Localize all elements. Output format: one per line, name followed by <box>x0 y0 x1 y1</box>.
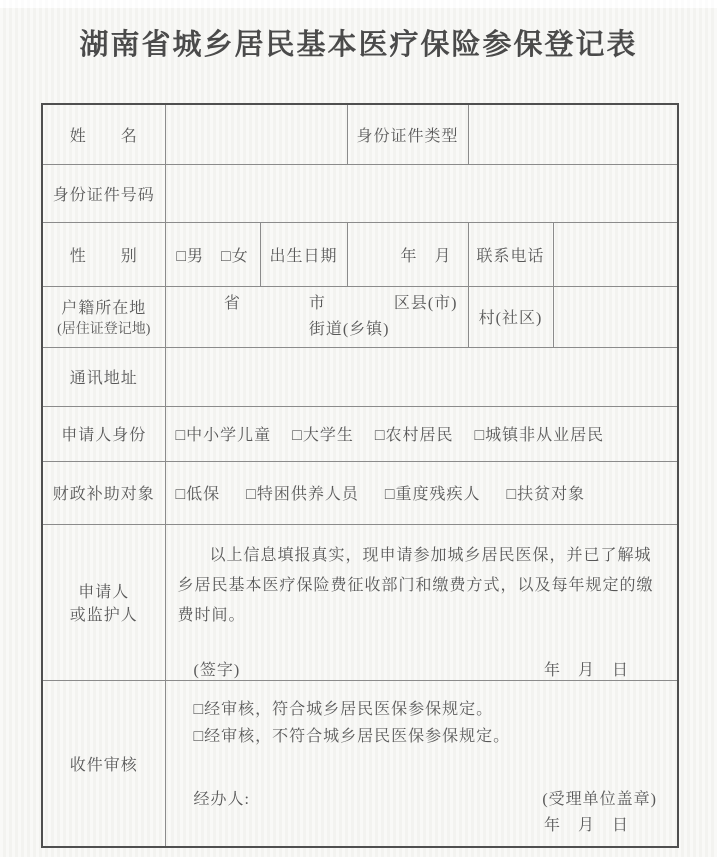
checkbox-option-disabled[interactable]: □重度残疾人 <box>384 486 481 503</box>
checkbox-option-urban-nonworking[interactable]: □城镇非从业居民 <box>474 427 605 444</box>
review-cell <box>165 680 678 847</box>
row-declaration <box>42 524 678 680</box>
residence-street-line: 街道(乡镇) <box>308 320 390 338</box>
checkbox-option-dibao[interactable]: □低保 <box>175 486 221 503</box>
checkbox-option-female[interactable]: □女 <box>221 247 249 265</box>
residence-label-line1: 户籍所在地 <box>61 300 147 317</box>
name-label: 姓 名 <box>42 104 165 164</box>
mailing-address-label: 通讯地址 <box>42 347 165 406</box>
birth-date-input-cell[interactable]: 年 月 <box>347 222 468 286</box>
row-subsidy <box>42 461 678 524</box>
name-input-cell[interactable] <box>165 104 347 164</box>
review-date-placeholder: 年 月 日 <box>543 816 629 834</box>
id-type-input-cell[interactable] <box>468 104 678 164</box>
row-id-number <box>42 164 678 222</box>
checkbox-option-review-rejected[interactable]: □经审核，不符合城乡居民医保参保规定。 <box>193 727 511 745</box>
checkbox-option-tekun[interactable]: □特困供养人员 <box>246 486 359 503</box>
seal-label: (受理单位盖章) <box>542 790 657 808</box>
village-input-cell[interactable] <box>553 286 678 347</box>
subsidy-options-cell <box>165 461 678 524</box>
checkbox-option-male[interactable]: □男 <box>176 247 204 265</box>
mailing-address-input-cell[interactable] <box>165 347 678 406</box>
row-gender-birth-phone <box>42 222 678 286</box>
declaration-cell <box>165 524 678 680</box>
review-label: 收件审核 <box>42 680 165 847</box>
row-review <box>42 680 678 847</box>
row-name <box>42 104 678 164</box>
residence-input-cell[interactable] <box>165 286 468 347</box>
residence-region-line: 省 市 区县(市) <box>223 294 458 312</box>
declaration-date-placeholder: 年 月 日 <box>543 661 629 679</box>
applicant-guardian-label-line2: 或监护人 <box>69 607 138 624</box>
checkbox-option-school-child[interactable]: □中小学儿童 <box>175 427 272 444</box>
row-mailing-address <box>42 347 678 406</box>
row-applicant-identity <box>42 406 678 461</box>
checkbox-option-rural-resident[interactable]: □农村居民 <box>374 427 454 444</box>
phone-label: 联系电话 <box>468 222 553 286</box>
subsidy-label: 财政补助对象 <box>42 461 165 524</box>
applicant-guardian-label-line1: 申请人 <box>78 584 130 601</box>
declaration-statement: 以上信息填报真实，现申请参加城乡居民医保，并已了解城乡居民基本医疗保险费征收部门和缴费方式，以及每年规定的缴费时间。 <box>177 546 654 624</box>
operator-label: 经办人: <box>193 790 250 808</box>
residence-label <box>42 286 165 347</box>
phone-input-cell[interactable] <box>553 222 678 286</box>
birth-date-label: 出生日期 <box>260 222 347 286</box>
row-residence <box>42 286 678 347</box>
id-type-label: 身份证件类型 <box>347 104 468 164</box>
applicant-guardian-label <box>42 524 165 680</box>
form-title: 湖南省城乡居民基本医疗保险参保登记表 <box>79 29 638 61</box>
checkbox-option-review-approved[interactable]: □经审核，符合城乡居民医保参保规定。 <box>193 700 494 718</box>
id-number-input-cell[interactable] <box>165 164 678 222</box>
checkbox-option-college-student[interactable]: □大学生 <box>292 427 354 444</box>
residence-label-line2: (居住证登记地) <box>57 322 151 337</box>
id-number-label: 身份证件号码 <box>42 164 165 222</box>
gender-label: 性 别 <box>42 222 165 286</box>
signature-label[interactable]: (签字) <box>193 661 241 679</box>
gender-options-cell <box>165 222 260 286</box>
registration-form-table <box>41 103 679 848</box>
applicant-identity-options-cell <box>165 406 678 461</box>
village-label: 村(社区) <box>468 286 553 347</box>
applicant-identity-label: 申请人身份 <box>42 406 165 461</box>
checkbox-option-poverty[interactable]: □扶贫对象 <box>506 486 586 503</box>
